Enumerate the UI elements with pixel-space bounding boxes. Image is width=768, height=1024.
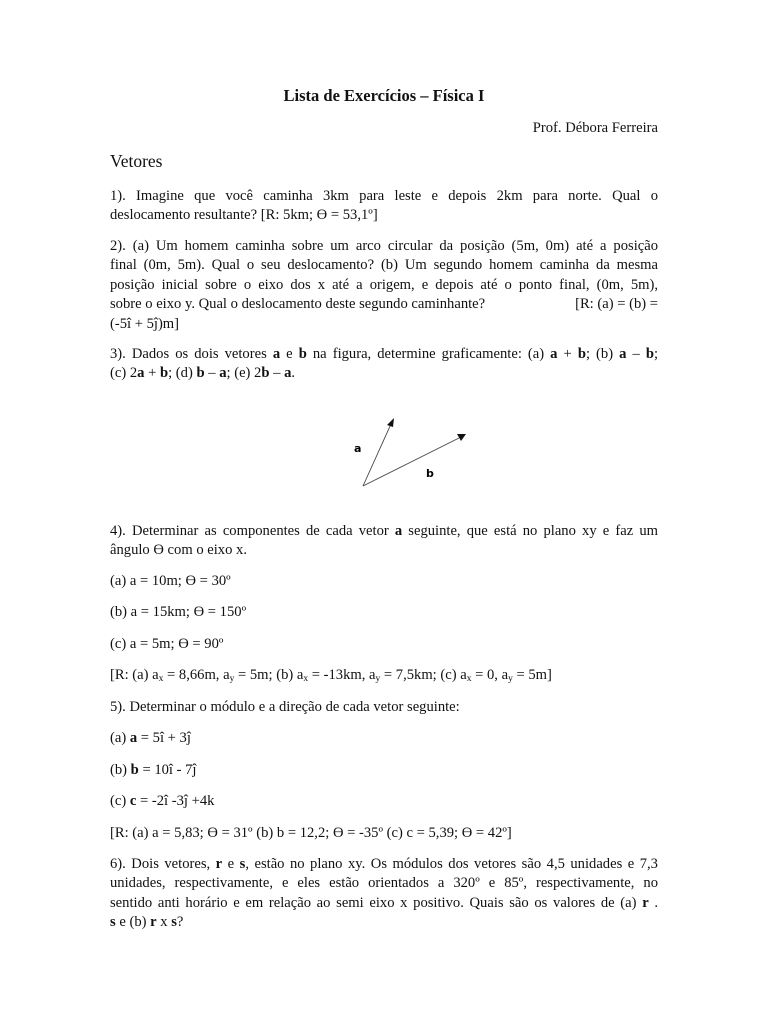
question-6 — [110, 855, 658, 933]
q6-line-2: unidades, respectivamente, e eles estão orientados a 320º e 85º, respectivamente, no — [110, 875, 658, 892]
q4-item-c: (c) a = 5m; Ɵ = 90º — [110, 636, 224, 652]
q4-item-b: (b) a = 15km; Ɵ = 150º — [110, 604, 247, 620]
question-3 — [110, 345, 658, 384]
q2-line-4 — [110, 295, 658, 314]
q2-line-1: 2). (a) Um homem caminha sobre um arco circular da posição (5m, 0m) até a posição — [110, 238, 658, 254]
q2-line-2: final (0m, 5m). Qual o seu deslocamento? (b) Um segundo homem caminha da mesma — [110, 257, 658, 274]
vector-a-line — [363, 424, 391, 486]
q4-answer: [R: (a) $a_x = 8,66m$, $a_y = 5m$; (b) $a_x = -13km$, $a_y = 7,5km$; (c) $a_x = 0$, $a_y = 5m$] — [110, 667, 552, 684]
q2-line-5: (-5î + 5ĵ)m] — [110, 315, 180, 332]
question-1 — [110, 187, 658, 226]
q5-intro: 5). Determinar o módulo e a direção de cada vetor seguinte: — [110, 699, 460, 715]
q5-item-c: (c) c = -2î -3ĵ +4k — [110, 793, 215, 809]
q5-answer: [R: (a) a = 5,83; Ɵ = 31º (b) b = 12,2; Ɵ = -35º (c) c = 5,39; Ɵ = 42º] — [110, 825, 512, 841]
q5-item-a: (a) a = 5î + 3ĵ — [110, 730, 191, 746]
document-title: Lista de Exercícios – Física I — [283, 86, 485, 105]
question-4 — [110, 522, 658, 561]
q1-line-1: 1). Imagine que você caminha 3km para leste e depois 2km para norte. Qual o — [110, 188, 658, 204]
q2-line-4-answer: [R: (a) = (b) = — [575, 296, 658, 313]
vector-b-line — [363, 438, 459, 486]
q4-item-a: (a) a = 10m; Ɵ = 30º — [110, 573, 231, 589]
q2-line-3: posição inicial sobre o eixo dos x até a origem, e depois até o ponto final, (0m, 5m), — [110, 276, 658, 293]
section-heading: Vetores — [110, 151, 163, 171]
q2-line-4-question: sobre o eixo y. Qual o deslocamento deste segundo caminhante? — [110, 296, 486, 313]
vector-b-arrowhead — [457, 434, 466, 441]
q4-line-1: 4). Determinar as componentes de cada vetor a seguinte, que está no plano xy e faz um — [110, 523, 658, 539]
vector-a-arrowhead — [387, 418, 394, 427]
vector-b-label: b — [426, 467, 434, 480]
vector-figure — [345, 412, 475, 492]
q4-line-2: ângulo Ɵ com o eixo x. — [110, 542, 247, 559]
q3-line-2: (c) 2a + b; (d) b – a; (e) 2b – a. — [110, 365, 296, 382]
author-line: Prof. Débora Ferreira — [532, 120, 658, 136]
q5-item-b: (b) b = 10î - 7ĵ — [110, 762, 197, 778]
q3-line-1: 3). Dados os dois vetores a e b na figura, determine graficamente: (a) a + b; (b) a – b; — [110, 346, 659, 362]
q1-line-2: deslocamento resultante? [R: 5km; Ɵ = 53,1º] — [110, 207, 378, 224]
question-2 — [110, 237, 658, 334]
q6-line-4: s e (b) r x s? — [110, 914, 184, 931]
vector-a-label: a — [354, 442, 362, 455]
q6-line-1: 6). Dois vetores, r e s, estão no plano xy. Os módulos dos vetores são 4,5 unidades e 7,3 — [110, 856, 658, 872]
q6-line-3: sentido anti horário e em relação ao semi eixo x positivo. Quais são os valores de (a) r . — [110, 894, 658, 911]
